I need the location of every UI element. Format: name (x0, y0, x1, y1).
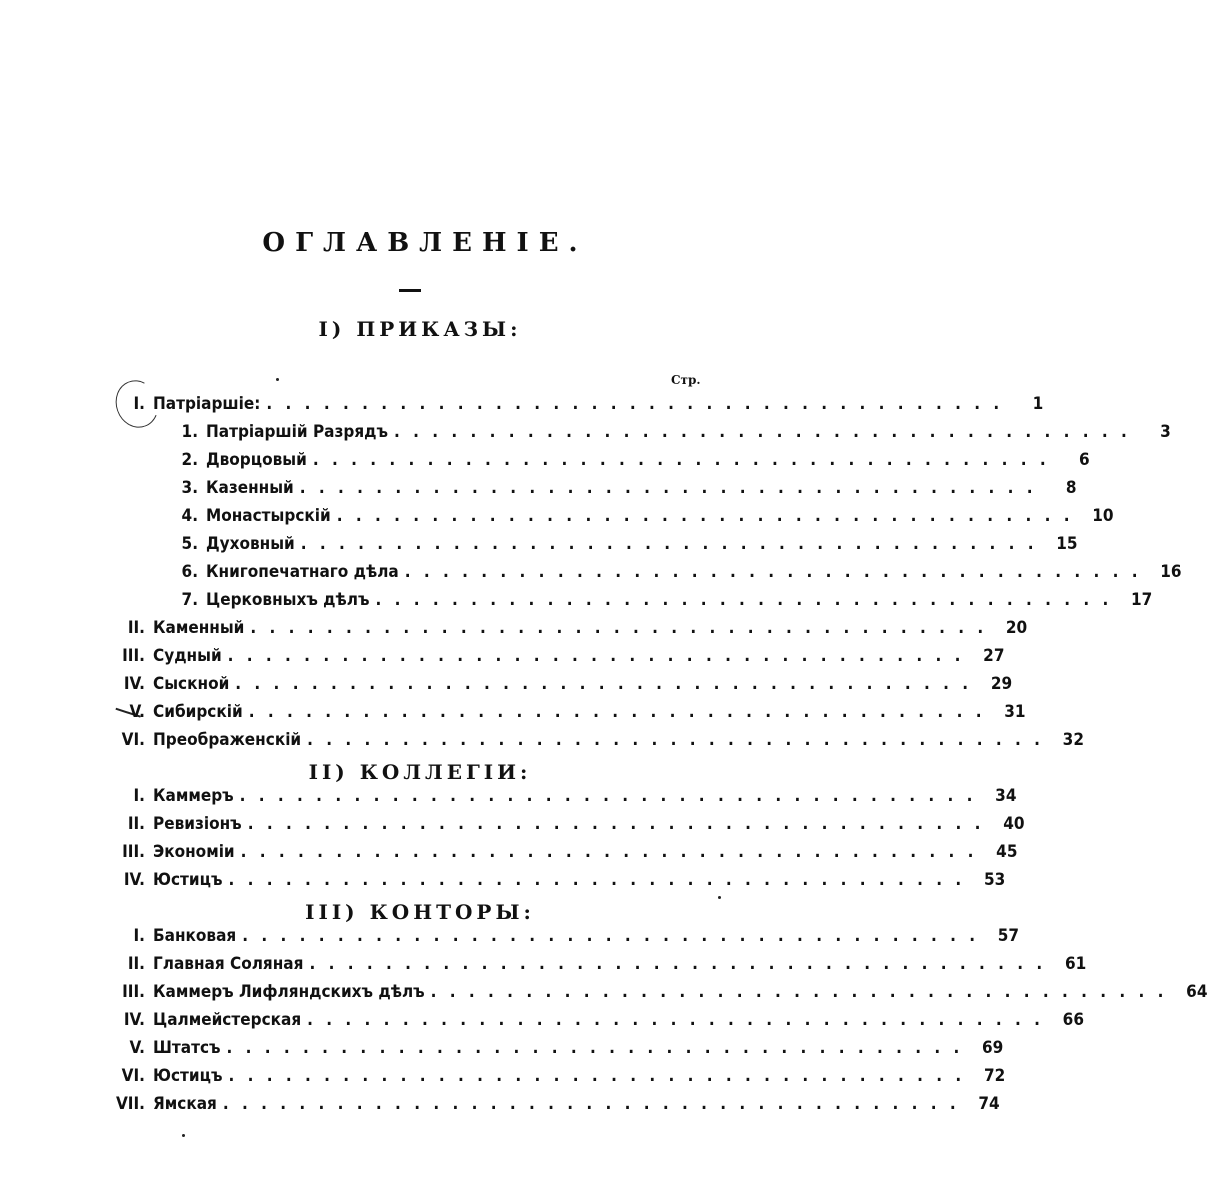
toc-entry (110, 590, 1153, 616)
section-heading-prikazy: I) ПРИКАЗЫ: (318, 317, 522, 341)
entry-page: 72 (983, 1066, 1006, 1086)
entry-number: I. (133, 786, 145, 806)
page-column-label: Стр. (671, 373, 701, 387)
entry-number: I. (133, 926, 145, 946)
entry-number: II. (127, 618, 145, 638)
dot-leader: . . . . . . . . . . . . . . . . . . . . . . . . . . . . . . . . . . . . . . . (248, 702, 986, 722)
entry-number: 2. (181, 450, 198, 470)
entry-number: 4. (181, 506, 198, 526)
toc-entry (110, 786, 1017, 812)
dot-leader: . . . . . . . . . . . . . . . . . . . . . . . . . . . . . . . . . . . . . . . (307, 730, 1044, 750)
toc-entry (110, 646, 1005, 672)
dot-leader: . . . . . . . . . . . . . . . . . . . . . . . . . . . . . . . . . . . . . . . (242, 926, 980, 946)
entry-number: III. (122, 982, 145, 1002)
dot-leader: . . . . . . . . . . . . . . . . . . . . . . . . . . . . . . . . . . . . . . . (394, 422, 1131, 442)
toc-entry (110, 618, 1028, 644)
entry-label: Цалмейстерская (153, 1010, 302, 1030)
entry-label: Юстицъ (153, 1066, 223, 1086)
section-heading-kontory: III) КОНТОРЫ: (305, 900, 535, 924)
entry-page: 29 (990, 674, 1013, 694)
entry-number: III. (122, 842, 145, 862)
dot-leader: . . . . . . . . . . . . . . . . . . . . . . . . . . . . . . . . . . . . . . . (375, 590, 1113, 610)
entry-label: Сибирскій (153, 702, 243, 722)
dot-leader: . . . . . . . . . . . . . . . . . . . . . . . . . . . . . . . . . . . . . . . (227, 646, 965, 666)
dot-leader: . . . . . . . . . . . . . . . . . . . . . . . . . . . . . . . . . . . . . . . (239, 786, 977, 806)
toc-entry (110, 674, 1013, 700)
entry-page: 32 (1062, 730, 1084, 750)
toc-entry (110, 1010, 1084, 1036)
entry-label: Казенный (206, 478, 294, 498)
entry-number: 6. (181, 562, 198, 582)
entry-label: Штатсъ (153, 1038, 221, 1058)
entry-label: Главная Соляная (153, 954, 304, 974)
dot-leader: . . . . . . . . . . . . . . . . . . . . . . . . . . . . . . . . . . . . . . . (228, 870, 966, 890)
entry-label: Книгопечатнаго дѣла (206, 562, 399, 582)
entry-label: Патріаршій Разрядъ (206, 422, 388, 442)
entry-label: Каммеръ (153, 786, 234, 806)
entry-label: Сыскной (153, 674, 230, 694)
entry-number: V. (129, 1038, 145, 1058)
dot-leader: . . . . . . . . . . . . . . . . . . . . . . . . . . . . . . . . . . . . . . . (228, 1066, 966, 1086)
toc-entry (110, 422, 1171, 448)
entry-number: I. (133, 394, 145, 414)
toc-entry (110, 702, 1026, 728)
stray-mark (718, 896, 721, 899)
entry-number: IV. (123, 870, 145, 890)
entry-number: VI. (121, 1066, 145, 1086)
entry-number: VI. (121, 730, 145, 750)
toc-entry (110, 562, 1182, 588)
entry-label: Юстицъ (153, 870, 223, 890)
dot-leader: . . . . . . . . . . . . . . . . . . . . . . . . . . . . . . . . . . . . . . . (250, 618, 988, 638)
toc-entry (110, 534, 1078, 560)
toc-entry (110, 506, 1114, 532)
entry-number: 3. (181, 478, 198, 498)
entry-label: Патріаршіе: (153, 394, 261, 414)
entry-page: 66 (1062, 1010, 1084, 1030)
toc-entry (110, 394, 1044, 420)
dot-leader: . . . . . . . . . . . . . . . . . . . . . . . . . . . . . . . . . . . . . . . (235, 674, 973, 694)
toc-entry (110, 926, 1020, 952)
dot-leader: . . . . . . . . . . . . . . . . . . . . . . . . . . . . . . . . . . . . . . . (226, 1038, 964, 1058)
toc-entry (110, 1066, 1006, 1092)
entry-page: 53 (983, 870, 1006, 890)
entry-page: 27 (983, 646, 1005, 666)
entry-number: IV. (123, 674, 145, 694)
entry-label: Экономіи (153, 842, 235, 862)
entry-number: II. (127, 954, 145, 974)
title-separator (399, 289, 421, 292)
dot-leader: . . . . . . . . . . . . . . . . . . . . . . . . . . . . . . . . . . . . . . . (266, 394, 1004, 414)
entry-label: Ямская (153, 1094, 217, 1114)
dot-leader: . . . . . . . . . . . . . . . . . . . . . . . . . . . . . . . . . . . . . . . (300, 534, 1038, 554)
section-heading-kollegii: II) КОЛЛЕГІИ: (308, 760, 532, 784)
toc-entry (110, 842, 1018, 868)
entry-label: Каменный (153, 618, 245, 638)
entry-page: 20 (1005, 618, 1028, 638)
dot-leader: . . . . . . . . . . . . . . . . . . . . . . . . . . . . . . . . . . . . . . . (307, 1010, 1044, 1030)
dot-leader: . . . . . . . . . . . . . . . . . . . . . . . . . . . . . . . . . . . . . . . (247, 814, 985, 834)
entry-number: II. (127, 814, 145, 834)
dot-leader: . . . . . . . . . . . . . . . . . . . . . . . . . . . . . . . . . . . . . . . (299, 478, 1037, 498)
entry-page: 10 (1092, 506, 1114, 526)
entry-label: Церковныхъ дѣлъ (206, 590, 370, 610)
entry-label: Преображенскій (153, 730, 302, 750)
entry-label: Банковая (153, 926, 237, 946)
entry-label: Дворцовый (206, 450, 307, 470)
toc-entry (110, 450, 1090, 476)
entry-page: 34 (995, 786, 1017, 806)
dot-leader: . . . . . . . . . . . . . . . . . . . . . . . . . . . . . . . . . . . . . . . (312, 450, 1050, 470)
dot-leader: . . . . . . . . . . . . . . . . . . . . . . . . . . . . . . . . . . . . . . . (309, 954, 1047, 974)
entry-page: 31 (1004, 702, 1026, 722)
entry-page: 74 (978, 1094, 1000, 1114)
entry-page: 57 (997, 926, 1020, 946)
entry-number: IV. (123, 1010, 145, 1030)
stray-mark (276, 378, 279, 381)
entry-page: 8 (1065, 478, 1077, 498)
toc-entry (110, 1038, 1004, 1064)
toc-entry (110, 982, 1207, 1008)
stray-mark (182, 1134, 185, 1137)
entry-label: Духовный (206, 534, 295, 554)
entry-page: 17 (1131, 590, 1153, 610)
toc-entry (110, 870, 1006, 896)
dot-leader: . . . . . . . . . . . . . . . . . . . . . . . . . . . . . . . . . . . . . . . (336, 506, 1074, 526)
entry-page: 45 (996, 842, 1018, 862)
toc-entry (110, 730, 1084, 756)
entry-page: 16 (1160, 562, 1182, 582)
entry-label: Монастырскій (206, 506, 331, 526)
entry-number: III. (122, 646, 145, 666)
entry-page: 69 (982, 1038, 1004, 1058)
toc-entry (110, 954, 1087, 980)
entry-label: Судный (153, 646, 222, 666)
toc-entry (110, 814, 1025, 840)
entry-label: Каммеръ Лифляндскихъ дѣлъ (153, 982, 425, 1002)
dot-leader: . . . . . . . . . . . . . . . . . . . . . . . . . . . . . . . . . . . . . . . (240, 842, 978, 862)
entry-number: VII. (115, 1094, 145, 1114)
entry-page: 3 (1160, 422, 1171, 442)
entry-page: 6 (1079, 450, 1090, 470)
toc-entry (110, 1094, 1000, 1120)
entry-page: 64 (1186, 982, 1207, 1002)
entry-page: 61 (1064, 954, 1087, 974)
entry-number: V. (129, 702, 145, 722)
dot-leader: . . . . . . . . . . . . . . . . . . . . . . . . . . . . . . . . . . . . . . . (404, 562, 1142, 582)
entry-page: 40 (1003, 814, 1025, 834)
page-title: ОГЛАВЛЕНІЕ. (262, 228, 588, 258)
entry-page: 1 (1032, 394, 1044, 414)
entry-number: 7. (181, 590, 198, 610)
entry-page: 15 (1056, 534, 1078, 554)
toc-entry (110, 478, 1077, 504)
dot-leader: . . . . . . . . . . . . . . . . . . . . . . . . . . . . . . . . . . . . . . . (430, 982, 1168, 1002)
entry-label: Ревизіонъ (153, 814, 242, 834)
dot-leader: . . . . . . . . . . . . . . . . . . . . . . . . . . . . . . . . . . . . . . . (222, 1094, 960, 1114)
entry-number: 1. (181, 422, 198, 442)
entry-number: 5. (181, 534, 198, 554)
